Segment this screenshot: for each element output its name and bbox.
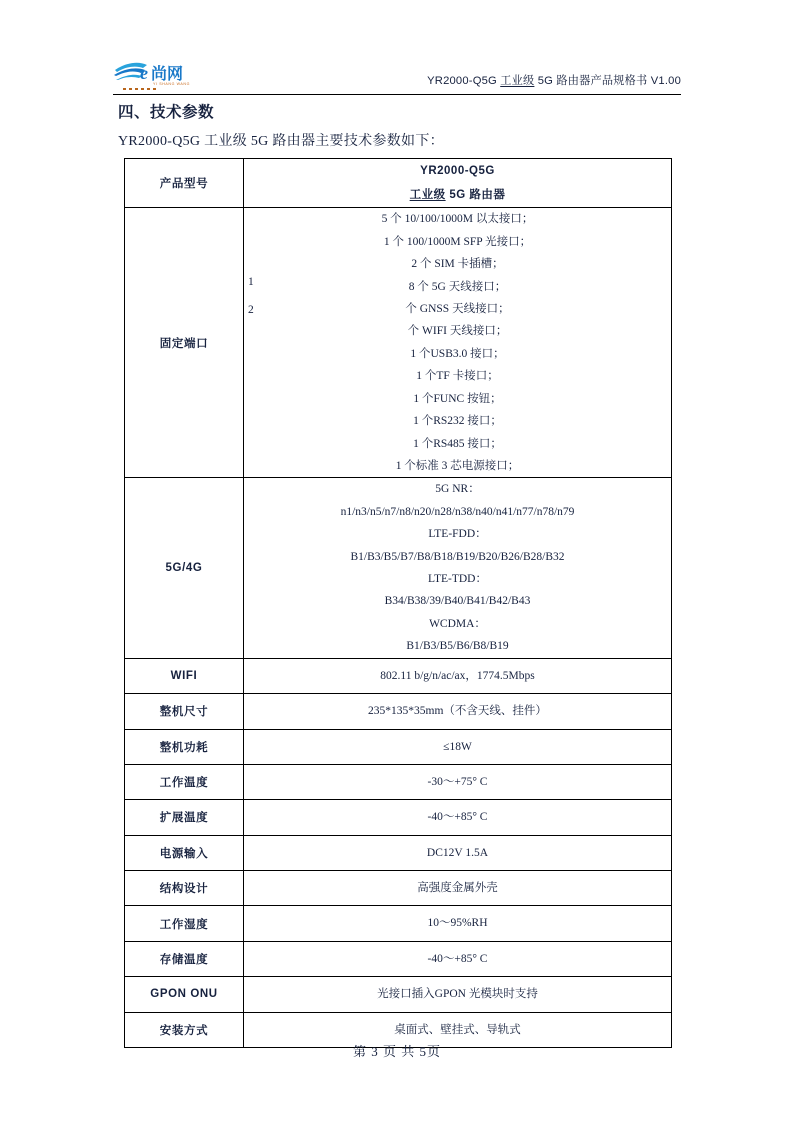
value-line: 1 个FUNC 按钮； xyxy=(413,392,502,405)
value-line: 光接口插入GPON 光模块时支持 xyxy=(377,988,538,1001)
page-footer: 第 3 页 共 5页 xyxy=(352,1044,441,1059)
table-row xyxy=(125,835,672,870)
row-label: 扩展温度 xyxy=(125,800,244,835)
row-value-model xyxy=(244,159,672,208)
logo-graphic xyxy=(113,57,199,93)
table-row xyxy=(125,694,672,729)
row-value xyxy=(244,658,672,693)
svg-text:尚网: 尚网 xyxy=(151,66,184,83)
header-document-title xyxy=(427,72,681,94)
value-line: 8 个 5G 天线接口； xyxy=(408,280,507,293)
row-value xyxy=(244,208,672,478)
table-row xyxy=(125,977,672,1012)
value-line: 235*135*35mm（不含天线、挂件） xyxy=(368,705,547,718)
row-value xyxy=(244,906,672,941)
row-value xyxy=(244,764,672,799)
table-row xyxy=(125,764,672,799)
value-line: WCDMA： xyxy=(429,617,486,630)
value-line: 高强度金属外壳 xyxy=(417,882,498,895)
section-intro-text: YR2000-Q5G 工业级 5G 路由器主要技术参数如下： xyxy=(118,134,444,149)
table-row xyxy=(125,478,672,658)
header-title-suffix: 5G 路由器产品规格书 V1.00 xyxy=(534,75,681,87)
yishangwang-logo xyxy=(113,57,199,93)
value-line: LTE-FDD： xyxy=(428,528,487,541)
row-label: 结构设计 xyxy=(125,871,244,906)
row-value xyxy=(244,694,672,729)
row-label: 安装方式 xyxy=(125,1012,244,1047)
row-value xyxy=(244,729,672,764)
value-line: 个 WIFI 天线接口； xyxy=(407,325,508,338)
value-line: 2 个 SIM 卡插槽； xyxy=(411,258,504,271)
row-label: GPON ONU xyxy=(125,977,244,1012)
value-line: 10～95%RH xyxy=(427,917,488,930)
model-name: YR2000-Q5G xyxy=(420,165,495,177)
value-line: 802.11 b/g/n/ac/ax，1774.5Mbps xyxy=(380,669,535,682)
stray-digit: 2 xyxy=(248,304,254,317)
row-value xyxy=(244,977,672,1012)
table-row xyxy=(125,941,672,976)
row-label: 电源输入 xyxy=(125,835,244,870)
table-row xyxy=(125,658,672,693)
value-line: 桌面式、壁挂式、导轨式 xyxy=(394,1023,521,1036)
row-value xyxy=(244,941,672,976)
value-line: B34/B38/39/B40/B41/B42/B43 xyxy=(384,595,531,608)
svg-text:e: e xyxy=(140,63,148,83)
model-description xyxy=(244,183,671,207)
value-line: 1 个TF 卡接口； xyxy=(416,370,499,383)
svg-text:YI SHANG WANG: YI SHANG WANG xyxy=(153,82,191,86)
value-line: 个 GNSS 天线接口； xyxy=(405,302,510,315)
row-label: WIFI xyxy=(125,658,244,693)
header-title-underlined: 工业级 xyxy=(500,75,535,87)
table-row xyxy=(125,729,672,764)
table-row xyxy=(125,906,672,941)
value-line: -40～+85° C xyxy=(427,811,488,824)
row-label: 整机功耗 xyxy=(125,729,244,764)
value-line: 1 个USB3.0 接口； xyxy=(410,347,505,360)
row-value xyxy=(244,835,672,870)
row-value xyxy=(244,478,672,658)
table-row xyxy=(125,800,672,835)
value-line: -30～+75° C xyxy=(427,775,488,788)
row-value xyxy=(244,871,672,906)
value-line: DC12V 1.5A xyxy=(426,846,489,859)
row-value xyxy=(244,800,672,835)
table-row xyxy=(125,871,672,906)
row-label: 整机尺寸 xyxy=(125,694,244,729)
value-line: LTE-TDD： xyxy=(428,573,487,586)
row-label-model: 产品型号 xyxy=(125,159,244,208)
page-header xyxy=(113,52,681,95)
value-line: ≤18W xyxy=(443,740,472,753)
row-label: 5G/4G xyxy=(125,478,244,658)
row-label: 存储温度 xyxy=(125,941,244,976)
value-line: 1 个RS232 接口； xyxy=(413,415,502,428)
row-label: 工作温度 xyxy=(125,764,244,799)
value-line: n1/n3/n5/n7/n8/n20/n28/n38/n40/n41/n77/n78/n79 xyxy=(340,505,575,518)
stray-digit: 1 xyxy=(248,276,254,289)
value-line: 5G NR： xyxy=(435,483,480,496)
technical-specifications-table xyxy=(124,158,672,1048)
value-line: -40～+85° C xyxy=(427,952,488,965)
model-description-rest: 5G 路由器 xyxy=(445,189,506,202)
header-title-prefix: YR2000-Q5G xyxy=(427,75,501,87)
value-line: 1 个 100/1000M SFP 光接口； xyxy=(383,235,532,248)
row-label: 固定端口 xyxy=(125,208,244,478)
table-row-model xyxy=(125,159,672,208)
section-heading: 四、技术参数 xyxy=(118,104,215,121)
value-line: 1 个RS485 接口； xyxy=(413,437,502,450)
row-label: 工作湿度 xyxy=(125,906,244,941)
value-line: B1/B3/B5/B7/B8/B18/B19/B20/B26/B28/B32 xyxy=(350,550,565,563)
value-line: B1/B3/B5/B6/B8/B19 xyxy=(406,640,509,653)
table-row xyxy=(125,208,672,478)
table-body xyxy=(125,159,672,1048)
model-description-underlined: 工业级 xyxy=(409,189,446,202)
value-line: 5 个 10/100/1000M 以太接口； xyxy=(381,213,534,226)
value-line: 1 个标准 3 芯电源接口； xyxy=(395,459,520,472)
